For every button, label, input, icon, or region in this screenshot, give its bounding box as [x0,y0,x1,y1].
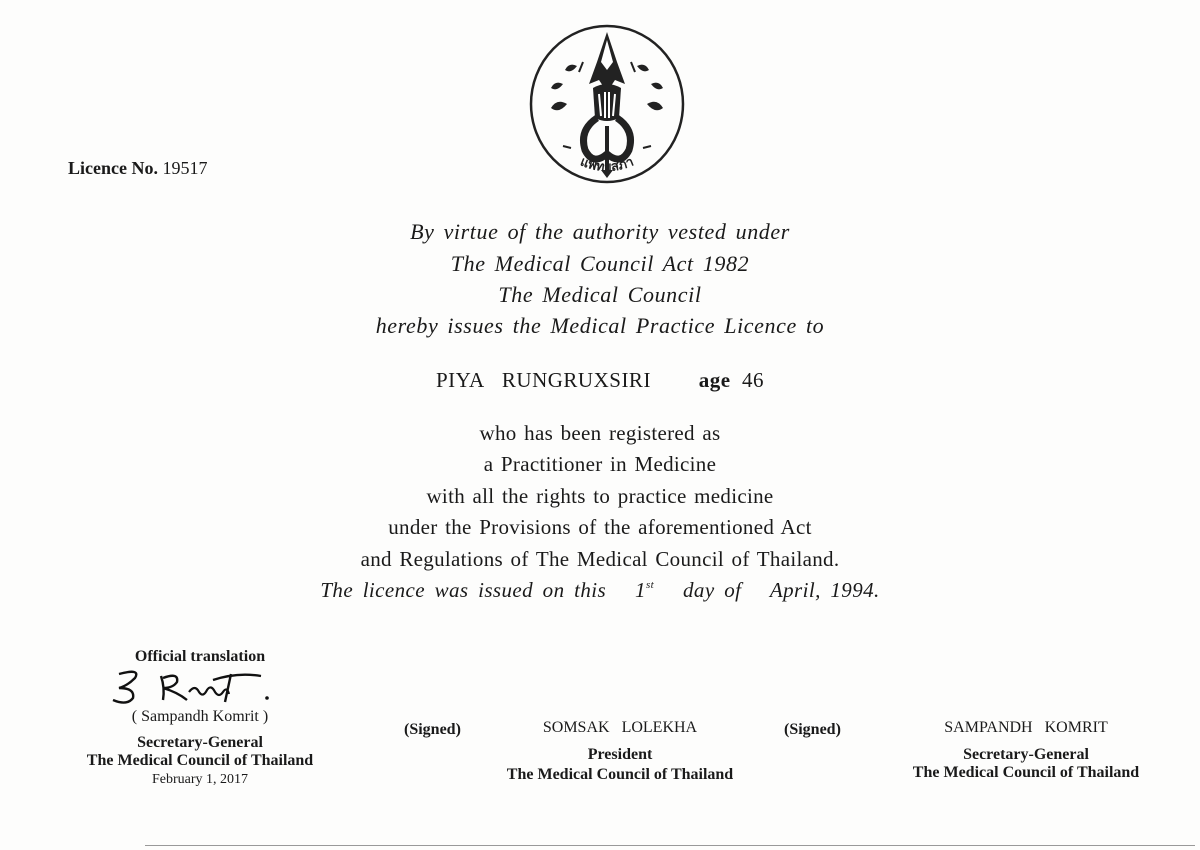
secretary-name: SAMPANDH KOMRIT [944,719,1108,736]
preamble-line-2: The Medical Council Act 1982 [450,251,750,276]
issued-date: April, 1994. [769,578,880,602]
medical-council-seal-icon [527,22,687,190]
translator-name: ( Sampandh Komrit ) [131,708,269,725]
preamble-line-1: By virtue of the authority vested under [410,219,790,244]
licence-label: Licence No. [68,158,158,178]
body-line-4: under the Provisions of the aforementioned Act [388,515,812,539]
translator-title: Secretary-General [137,734,263,751]
preamble-line-3: The Medical Council [498,282,702,307]
issued-line [0,578,1200,603]
president-name: SOMSAK LOLEKHA [542,719,698,736]
recipient-line [0,368,1200,393]
body-line-5: and Regulations of The Medical Council of Thailand. [360,547,840,571]
official-translation-heading: Official translation [134,648,266,665]
president-block [470,719,770,784]
bottom-rule [145,845,1195,846]
translator-org: The Medical Council of Thailand [86,752,314,769]
body-line-2: a Practitioner in Medicine [483,452,717,476]
issued-prefix: The licence was issued on this [320,578,607,602]
president-org: The Medical Council of Thailand [506,766,734,783]
licence-number [68,158,207,179]
secretary-org: The Medical Council of Thailand [912,764,1140,781]
seal-text: แพทยสภา [577,154,637,176]
body-line-1: who has been registered as [479,421,721,445]
translator-date: February 1, 2017 [151,772,249,787]
recipient-last-name: RUNGRUXSIRI [501,368,651,392]
recipient-first-name: PIYA [435,368,485,392]
signed-label-president: (Signed) [404,721,461,738]
preamble-line-4: hereby issues the Medical Practice Licence to [375,313,825,338]
issued-middle: day of [683,578,742,602]
secretary-block [876,719,1176,782]
age-label: age [698,368,731,392]
issued-day-suffix: st [645,579,655,591]
translator-block [50,648,350,788]
secretary-title: Secretary-General [963,746,1089,763]
age-value: 46 [742,368,765,392]
president-title: President [587,746,653,763]
signature-icon [105,666,295,708]
signed-label-secretary: (Signed) [784,721,841,738]
body-line-3: with all the rights to practice medicine [426,484,774,508]
licence-value: 19517 [162,158,208,178]
issued-day: 1 [635,578,646,602]
